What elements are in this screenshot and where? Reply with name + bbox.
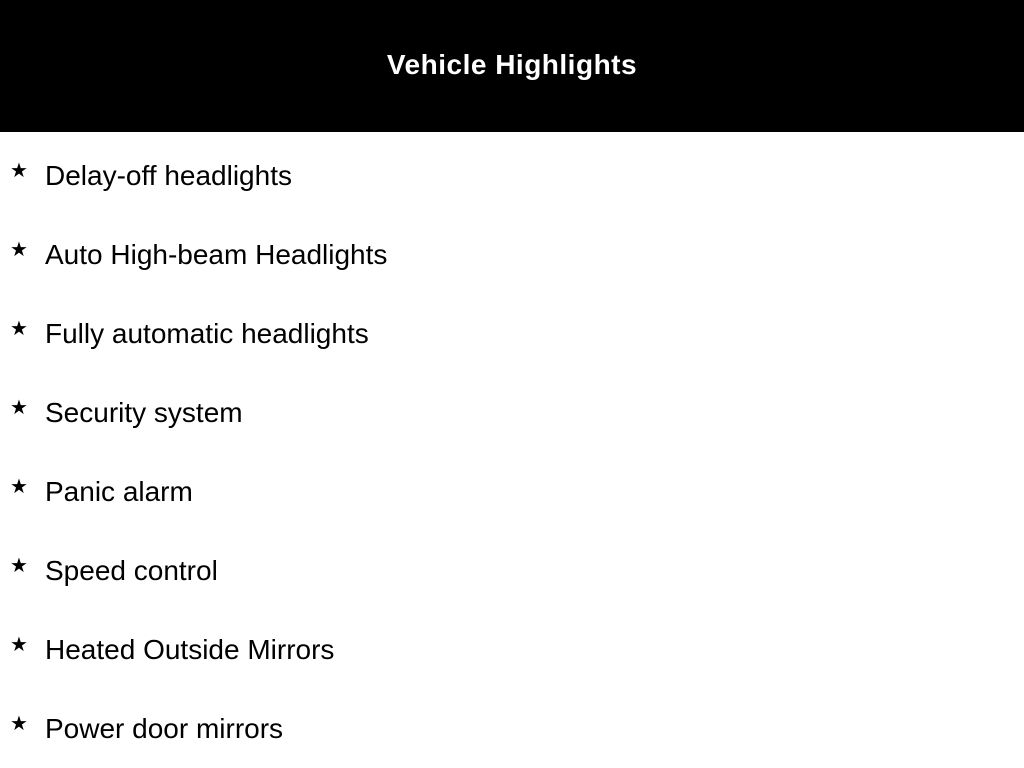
feature-label: Delay-off headlights (45, 160, 292, 191)
page-title: Vehicle Highlights (386, 49, 638, 80)
header-bar (0, 0, 1024, 132)
list-item (0, 705, 1024, 745)
list-item (0, 310, 1024, 350)
feature-label: Panic alarm (45, 476, 193, 507)
list-item (0, 547, 1024, 587)
feature-label: Security system (45, 397, 243, 428)
feature-label: Speed control (45, 555, 218, 586)
star-icon: ★ (10, 237, 28, 261)
list-item (0, 152, 1024, 192)
feature-label: Heated Outside Mirrors (45, 634, 335, 665)
star-icon: ★ (10, 553, 28, 577)
list-item (0, 468, 1024, 508)
feature-label: Auto High-beam Headlights (45, 239, 388, 270)
list-item (0, 389, 1024, 429)
list-item (0, 626, 1024, 666)
list-item (0, 231, 1024, 271)
feature-label: Fully automatic headlights (45, 318, 369, 349)
feature-label: Power door mirrors (45, 713, 284, 744)
star-icon: ★ (10, 711, 28, 735)
star-icon: ★ (10, 158, 28, 182)
star-icon: ★ (10, 474, 28, 498)
star-icon: ★ (10, 632, 28, 656)
star-icon: ★ (10, 316, 28, 340)
star-icon: ★ (10, 395, 28, 419)
